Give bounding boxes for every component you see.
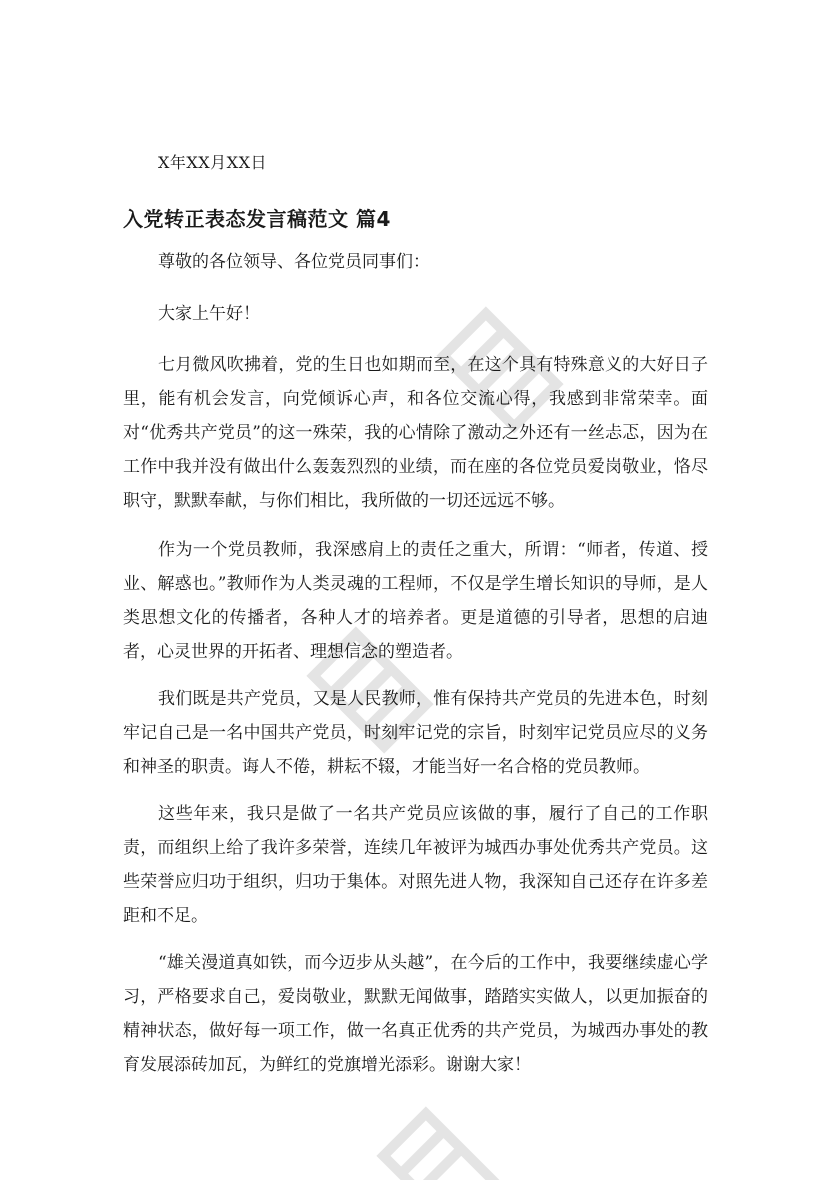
- paragraph: “雄关漫道真如铁，而今迈步从头越”，在今后的工作中，我要继续虚心学习，严格要求自己，爱岗敬业，默默无闻做事，踏踏实实做人，以更加振奋的精神状态，做好每一项工作，做一名真正优秀的共产党员，为城西办事处的教育发展添砖加瓦，为鲜红的党旗增光添彩。谢谢大家！: [123, 953, 708, 1075]
- paragraph: 作为一个党员教师，我深感肩上的责任之重大，所谓：“师者，传道、授业、解惑也。”教师作为人类灵魂的工程师，不仅是学生增长知识的导师，是人类思想文化的传播者，各种人才的培养者。更是道德的引导者，思想的启迪者，心灵世界的开拓者、理想信念的塑造者。: [123, 540, 708, 662]
- section-title: 入党转正表态发言稿范文 篇4: [123, 207, 391, 231]
- paragraph: 我们既是共产党员，又是人民教师，惟有保持共产党员的先进本色，时刻牢记自己是一名中国共产党员，时刻牢记党的宗旨，时刻牢记党员应尽的义务和神圣的职责。诲人不倦，耕耘不辍，才能当好一名合格的党员教师。: [123, 689, 708, 777]
- paragraph: 七月微风吹拂着，党的生日也如期而至，在这个具有特殊意义的大好日子里，能有机会发言，向党倾诉心声，和各位交流心得，我感到非常荣幸。面对“优秀共产党员”的这一殊荣，我的心情除了激动之外还有一丝忐忑，因为在工作中我并没有做出什么轰轰烈烈的业绩，而在座的各位党员爱岗敬业，恪尽职守，默默奉献，与你们相比，我所做的一切还远远不够。: [123, 355, 708, 511]
- document-date: X年XX月XX日: [158, 153, 267, 172]
- paragraph: 这些年来，我只是做了一名共产党员应该做的事，履行了自己的工作职责，而组织上给了我许多荣誉，连续几年被评为城西办事处优秀共产党员。这些荣誉应归功于组织，归功于集体。对照先进人物，我深知自己还存在许多差距和不足。: [123, 804, 708, 926]
- greeting-line: 尊敬的各位领导、各位党员同事们：: [158, 252, 430, 272]
- watermark-icon: [360, 1090, 520, 1180]
- salutation-line: 大家上午好！: [158, 304, 260, 324]
